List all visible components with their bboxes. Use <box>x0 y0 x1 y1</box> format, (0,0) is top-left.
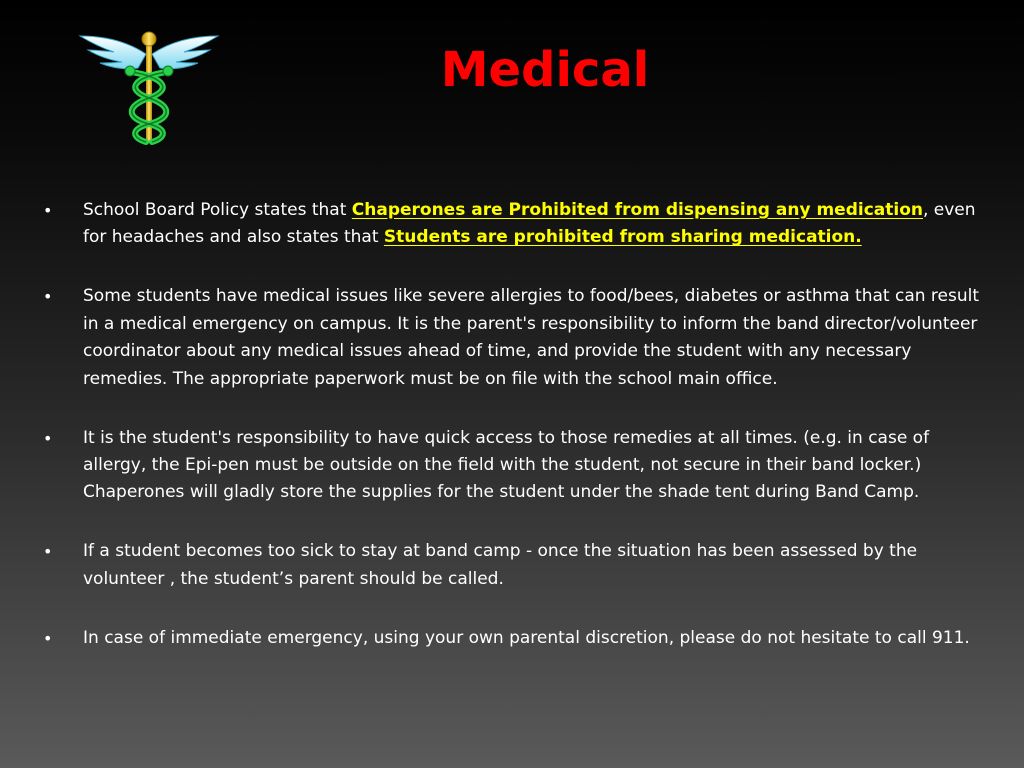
bullet-item-sick-student <box>40 538 990 593</box>
bullet-marker: • <box>43 428 53 448</box>
caduceus-icon <box>76 28 222 146</box>
bullet-item-emergency <box>40 625 990 652</box>
highlight-chaperones-prohibited: Chaperones are Prohibited from dispensing any medication <box>351 200 923 220</box>
bullet-text: School Board Policy states that <box>83 200 352 220</box>
bullet-item-policy <box>40 197 990 252</box>
bullet-text: , even for headaches and also states that <box>83 200 976 248</box>
bullet-text: If a student becomes too sick to stay at band camp - once the situation has been assessed by the volunteer , the student’s parent should be called. <box>83 541 918 589</box>
bullet-item-student-responsibility <box>40 425 990 507</box>
bullet-text: It is the student's responsibility to have quick access to those remedies at all times. (e.g. in case of allergy, the Epi-pen must be outside on the field with the student, not secure in their band locker.) Chaperones will gladly store the supplies for the student under the shade tent during Band Camp. <box>83 427 930 503</box>
bullet-text: Some students have medical issues like severe allergies to food/bees, diabetes or asthma that can result in a medical emergency on campus. It is the parent's responsibility to inform the band director/volunteer coordinator about any medical issues ahead of time, and provide the student with any necessary remedies. The appropriate paperwork must be on file with the school main office. <box>83 286 980 389</box>
bullet-marker: • <box>43 628 53 648</box>
bullet-list <box>40 197 990 652</box>
bullet-marker: • <box>43 201 53 220</box>
bullet-marker: • <box>43 287 53 307</box>
highlight-students-prohibited: Students are prohibited from sharing medication. <box>383 227 862 248</box>
bullet-text: In case of immediate emergency, using your own parental discretion, please do not hesitate to call 911. <box>83 627 970 648</box>
bullet-item-medical-issues <box>40 283 990 393</box>
slide-title: Medical <box>440 42 650 98</box>
bullet-marker: • <box>43 542 53 562</box>
